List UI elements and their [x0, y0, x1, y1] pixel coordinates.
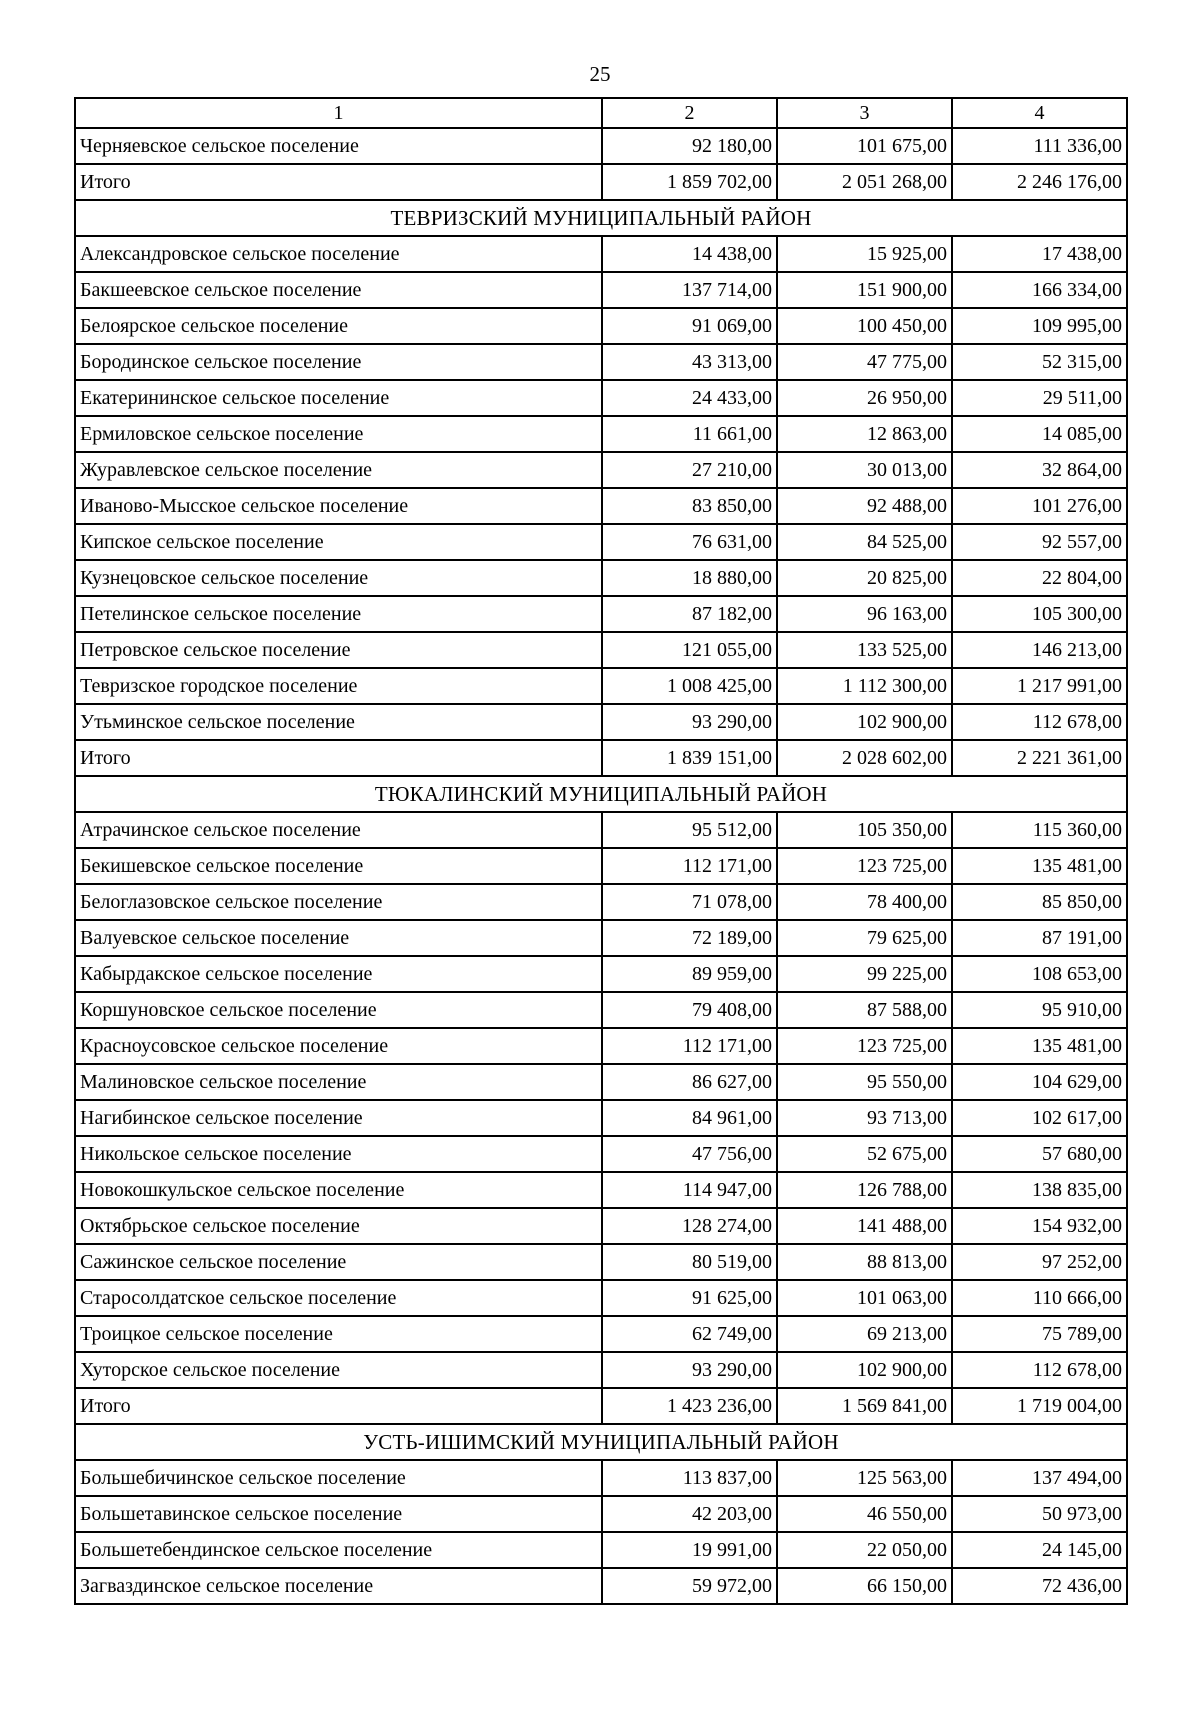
settlement-name-cell: Итого — [75, 164, 602, 200]
value-cell-col4: 1 217 991,00 — [952, 668, 1127, 704]
value-cell-col3: 69 213,00 — [777, 1316, 952, 1352]
value-cell-col4: 105 300,00 — [952, 596, 1127, 632]
value-cell-col3: 151 900,00 — [777, 272, 952, 308]
value-cell-col4: 22 804,00 — [952, 560, 1127, 596]
value-cell-col3: 102 900,00 — [777, 1352, 952, 1388]
value-cell-col4: 135 481,00 — [952, 1028, 1127, 1064]
table-row — [75, 1244, 1127, 1280]
value-cell-col3: 92 488,00 — [777, 488, 952, 524]
table-row — [75, 344, 1127, 380]
value-cell-col2: 76 631,00 — [602, 524, 777, 560]
settlement-name-cell: Ермиловское сельское поселение — [75, 416, 602, 452]
value-cell-col3: 1 112 300,00 — [777, 668, 952, 704]
value-cell-col3: 101 063,00 — [777, 1280, 952, 1316]
settlement-name-cell: Красноусовское сельское поселение — [75, 1028, 602, 1064]
table-row — [75, 1028, 1127, 1064]
value-cell-col2: 128 274,00 — [602, 1208, 777, 1244]
settlement-name-cell: Утьминское сельское поселение — [75, 704, 602, 740]
value-cell-col4: 109 995,00 — [952, 308, 1127, 344]
value-cell-col4: 24 145,00 — [952, 1532, 1127, 1568]
table-row — [75, 632, 1127, 668]
table-row — [75, 560, 1127, 596]
value-cell-col3: 126 788,00 — [777, 1172, 952, 1208]
district-title: УСТЬ-ИШИМСКИЙ МУНИЦИПАЛЬНЫЙ РАЙОН — [75, 1424, 1127, 1460]
settlement-name-cell: Большетавинское сельское поселение — [75, 1496, 602, 1532]
settlement-name-cell: Александровское сельское поселение — [75, 236, 602, 272]
value-cell-col2: 113 837,00 — [602, 1460, 777, 1496]
value-cell-col4: 97 252,00 — [952, 1244, 1127, 1280]
settlement-name-cell: Новокошкульское сельское поселение — [75, 1172, 602, 1208]
table-row — [75, 848, 1127, 884]
table-row — [75, 1136, 1127, 1172]
table-row — [75, 128, 1127, 164]
value-cell-col4: 72 436,00 — [952, 1568, 1127, 1604]
value-cell-col3: 100 450,00 — [777, 308, 952, 344]
table-row — [75, 596, 1127, 632]
table-row — [75, 524, 1127, 560]
value-cell-col2: 114 947,00 — [602, 1172, 777, 1208]
value-cell-col2: 19 991,00 — [602, 1532, 777, 1568]
value-cell-col2: 89 959,00 — [602, 956, 777, 992]
column-header: 2 — [602, 98, 777, 128]
settlement-name-cell: Старосолдатское сельское поселение — [75, 1280, 602, 1316]
settlement-name-cell: Бекишевское сельское поселение — [75, 848, 602, 884]
settlement-name-cell: Журавлевское сельское поселение — [75, 452, 602, 488]
settlement-name-cell: Бакшеевское сельское поселение — [75, 272, 602, 308]
value-cell-col2: 1 008 425,00 — [602, 668, 777, 704]
value-cell-col4: 110 666,00 — [952, 1280, 1127, 1316]
settlement-name-cell: Кузнецовское сельское поселение — [75, 560, 602, 596]
settlement-name-cell: Петелинское сельское поселение — [75, 596, 602, 632]
value-cell-col2: 95 512,00 — [602, 812, 777, 848]
settlement-name-cell: Октябрьское сельское поселение — [75, 1208, 602, 1244]
value-cell-col3: 95 550,00 — [777, 1064, 952, 1100]
table-row — [75, 956, 1127, 992]
value-cell-col2: 92 180,00 — [602, 128, 777, 164]
value-cell-col2: 72 189,00 — [602, 920, 777, 956]
value-cell-col3: 123 725,00 — [777, 1028, 952, 1064]
table-row — [75, 1100, 1127, 1136]
value-cell-col4: 92 557,00 — [952, 524, 1127, 560]
district-header-row — [75, 776, 1127, 812]
table-row — [75, 380, 1127, 416]
value-cell-col3: 30 013,00 — [777, 452, 952, 488]
table-row — [75, 1496, 1127, 1532]
value-cell-col2: 86 627,00 — [602, 1064, 777, 1100]
value-cell-col4: 104 629,00 — [952, 1064, 1127, 1100]
value-cell-col3: 105 350,00 — [777, 812, 952, 848]
value-cell-col4: 138 835,00 — [952, 1172, 1127, 1208]
total-row — [75, 164, 1127, 200]
settlement-name-cell: Кипское сельское поселение — [75, 524, 602, 560]
district-header-row — [75, 200, 1127, 236]
total-row — [75, 1388, 1127, 1424]
value-cell-col3: 1 569 841,00 — [777, 1388, 952, 1424]
value-cell-col4: 146 213,00 — [952, 632, 1127, 668]
district-title: ТЕВРИЗСКИЙ МУНИЦИПАЛЬНЫЙ РАЙОН — [75, 200, 1127, 236]
table-row — [75, 416, 1127, 452]
value-cell-col3: 133 525,00 — [777, 632, 952, 668]
table-row — [75, 272, 1127, 308]
settlement-name-cell: Кабырдакское сельское поселение — [75, 956, 602, 992]
value-cell-col3: 99 225,00 — [777, 956, 952, 992]
value-cell-col4: 50 973,00 — [952, 1496, 1127, 1532]
value-cell-col4: 135 481,00 — [952, 848, 1127, 884]
column-header: 1 — [75, 98, 602, 128]
table-row — [75, 308, 1127, 344]
value-cell-col2: 87 182,00 — [602, 596, 777, 632]
value-cell-col2: 43 313,00 — [602, 344, 777, 380]
value-cell-col3: 96 163,00 — [777, 596, 952, 632]
value-cell-col2: 62 749,00 — [602, 1316, 777, 1352]
settlement-name-cell: Итого — [75, 1388, 602, 1424]
value-cell-col4: 17 438,00 — [952, 236, 1127, 272]
value-cell-col2: 137 714,00 — [602, 272, 777, 308]
district-title: ТЮКАЛИНСКИЙ МУНИЦИПАЛЬНЫЙ РАЙОН — [75, 776, 1127, 812]
column-header-row — [75, 98, 1127, 128]
value-cell-col3: 87 588,00 — [777, 992, 952, 1028]
settlement-name-cell: Петровское сельское поселение — [75, 632, 602, 668]
value-cell-col2: 18 880,00 — [602, 560, 777, 596]
value-cell-col3: 2 028 602,00 — [777, 740, 952, 776]
settlement-name-cell: Атрачинское сельское поселение — [75, 812, 602, 848]
value-cell-col4: 112 678,00 — [952, 1352, 1127, 1388]
table-row — [75, 704, 1127, 740]
table-row — [75, 488, 1127, 524]
value-cell-col2: 1 839 151,00 — [602, 740, 777, 776]
value-cell-col3: 78 400,00 — [777, 884, 952, 920]
value-cell-col4: 102 617,00 — [952, 1100, 1127, 1136]
value-cell-col2: 71 078,00 — [602, 884, 777, 920]
settlement-name-cell: Итого — [75, 740, 602, 776]
table-row — [75, 812, 1127, 848]
value-cell-col4: 111 336,00 — [952, 128, 1127, 164]
settlement-name-cell: Малиновское сельское поселение — [75, 1064, 602, 1100]
settlement-name-cell: Бородинское сельское поселение — [75, 344, 602, 380]
value-cell-col4: 75 789,00 — [952, 1316, 1127, 1352]
value-cell-col3: 20 825,00 — [777, 560, 952, 596]
value-cell-col3: 101 675,00 — [777, 128, 952, 164]
value-cell-col3: 52 675,00 — [777, 1136, 952, 1172]
value-cell-col4: 14 085,00 — [952, 416, 1127, 452]
column-header: 3 — [777, 98, 952, 128]
settlement-name-cell: Коршуновское сельское поселение — [75, 992, 602, 1028]
table-row — [75, 1352, 1127, 1388]
value-cell-col2: 93 290,00 — [602, 1352, 777, 1388]
table-row — [75, 1280, 1127, 1316]
table-row — [75, 1064, 1127, 1100]
value-cell-col3: 2 051 268,00 — [777, 164, 952, 200]
table-row — [75, 1208, 1127, 1244]
value-cell-col4: 2 246 176,00 — [952, 164, 1127, 200]
settlement-name-cell: Черняевское сельское поселение — [75, 128, 602, 164]
value-cell-col2: 80 519,00 — [602, 1244, 777, 1280]
value-cell-col3: 47 775,00 — [777, 344, 952, 380]
table-row — [75, 1316, 1127, 1352]
settlement-name-cell: Иваново-Мысское сельское поселение — [75, 488, 602, 524]
table-body — [75, 128, 1127, 1604]
value-cell-col2: 1 859 702,00 — [602, 164, 777, 200]
value-cell-col4: 166 334,00 — [952, 272, 1127, 308]
table-row — [75, 1568, 1127, 1604]
value-cell-col3: 102 900,00 — [777, 704, 952, 740]
settlement-name-cell: Никольское сельское поселение — [75, 1136, 602, 1172]
settlement-name-cell: Троицкое сельское поселение — [75, 1316, 602, 1352]
value-cell-col4: 32 864,00 — [952, 452, 1127, 488]
settlement-name-cell: Нагибинское сельское поселение — [75, 1100, 602, 1136]
value-cell-col4: 137 494,00 — [952, 1460, 1127, 1496]
table-row — [75, 1532, 1127, 1568]
value-cell-col4: 1 719 004,00 — [952, 1388, 1127, 1424]
value-cell-col2: 47 756,00 — [602, 1136, 777, 1172]
value-cell-col3: 123 725,00 — [777, 848, 952, 884]
value-cell-col4: 2 221 361,00 — [952, 740, 1127, 776]
value-cell-col4: 57 680,00 — [952, 1136, 1127, 1172]
value-cell-col4: 29 511,00 — [952, 380, 1127, 416]
table-row — [75, 1460, 1127, 1496]
budget-table — [74, 97, 1128, 1605]
value-cell-col2: 91 069,00 — [602, 308, 777, 344]
settlement-name-cell: Белоярское сельское поселение — [75, 308, 602, 344]
column-header: 4 — [952, 98, 1127, 128]
value-cell-col2: 84 961,00 — [602, 1100, 777, 1136]
value-cell-col4: 101 276,00 — [952, 488, 1127, 524]
value-cell-col4: 87 191,00 — [952, 920, 1127, 956]
value-cell-col4: 108 653,00 — [952, 956, 1127, 992]
settlement-name-cell: Большебичинское сельское поселение — [75, 1460, 602, 1496]
value-cell-col2: 83 850,00 — [602, 488, 777, 524]
settlement-name-cell: Белоглазовское сельское поселение — [75, 884, 602, 920]
district-header-row — [75, 1424, 1127, 1460]
value-cell-col2: 42 203,00 — [602, 1496, 777, 1532]
total-row — [75, 740, 1127, 776]
settlement-name-cell: Большетебендинское сельское поселение — [75, 1532, 602, 1568]
value-cell-col4: 95 910,00 — [952, 992, 1127, 1028]
value-cell-col4: 115 360,00 — [952, 812, 1127, 848]
settlement-name-cell: Валуевское сельское поселение — [75, 920, 602, 956]
value-cell-col3: 93 713,00 — [777, 1100, 952, 1136]
value-cell-col2: 1 423 236,00 — [602, 1388, 777, 1424]
value-cell-col2: 59 972,00 — [602, 1568, 777, 1604]
table-row — [75, 668, 1127, 704]
value-cell-col2: 24 433,00 — [602, 380, 777, 416]
page-number: 25 — [589, 62, 611, 86]
value-cell-col3: 66 150,00 — [777, 1568, 952, 1604]
value-cell-col2: 112 171,00 — [602, 1028, 777, 1064]
settlement-name-cell: Сажинское сельское поселение — [75, 1244, 602, 1280]
table-row — [75, 884, 1127, 920]
settlement-name-cell: Загваздинское сельское поселение — [75, 1568, 602, 1604]
value-cell-col3: 15 925,00 — [777, 236, 952, 272]
table-row — [75, 1172, 1127, 1208]
table-row — [75, 452, 1127, 488]
value-cell-col4: 112 678,00 — [952, 704, 1127, 740]
table-row — [75, 236, 1127, 272]
settlement-name-cell: Хуторское сельское поселение — [75, 1352, 602, 1388]
settlement-name-cell: Тевризское городское поселение — [75, 668, 602, 704]
value-cell-col3: 141 488,00 — [777, 1208, 952, 1244]
value-cell-col3: 79 625,00 — [777, 920, 952, 956]
value-cell-col3: 22 050,00 — [777, 1532, 952, 1568]
value-cell-col2: 14 438,00 — [602, 236, 777, 272]
value-cell-col3: 125 563,00 — [777, 1460, 952, 1496]
value-cell-col2: 27 210,00 — [602, 452, 777, 488]
table-row — [75, 992, 1127, 1028]
value-cell-col3: 46 550,00 — [777, 1496, 952, 1532]
value-cell-col4: 85 850,00 — [952, 884, 1127, 920]
value-cell-col4: 52 315,00 — [952, 344, 1127, 380]
settlement-name-cell: Екатерининское сельское поселение — [75, 380, 602, 416]
value-cell-col3: 26 950,00 — [777, 380, 952, 416]
value-cell-col2: 93 290,00 — [602, 704, 777, 740]
value-cell-col3: 88 813,00 — [777, 1244, 952, 1280]
value-cell-col3: 84 525,00 — [777, 524, 952, 560]
value-cell-col2: 79 408,00 — [602, 992, 777, 1028]
value-cell-col2: 121 055,00 — [602, 632, 777, 668]
value-cell-col2: 11 661,00 — [602, 416, 777, 452]
value-cell-col2: 91 625,00 — [602, 1280, 777, 1316]
table-row — [75, 920, 1127, 956]
value-cell-col4: 154 932,00 — [952, 1208, 1127, 1244]
value-cell-col3: 12 863,00 — [777, 416, 952, 452]
value-cell-col2: 112 171,00 — [602, 848, 777, 884]
